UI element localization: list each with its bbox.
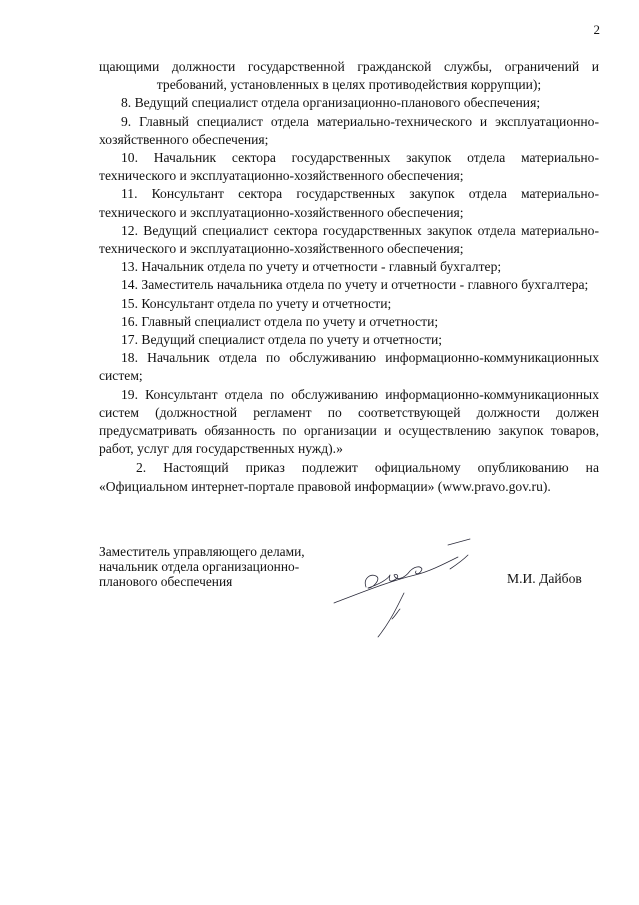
list-item-13: 13. Начальник отдела по учету и отчетности - главный бухгалтер; bbox=[121, 259, 502, 275]
list-item-9: 9. Главный специалист отдела материально-технического и эксплуатационно-хозяйственного обеспечения; bbox=[99, 113, 599, 147]
list-item-12: 12. Ведущий специалист сектора государственных закупок отдела материально-технического и эксплуатационно-хозяйственного обеспечения; bbox=[99, 222, 599, 257]
clause-2-publication: 2. Настоящий приказ подлежит официальному опубликованию на «Официальном интернет-портале правовой информации» (www.pravo.gov.ru). bbox=[99, 460, 599, 494]
signatory-title bbox=[99, 544, 331, 589]
signature-stroke bbox=[334, 557, 458, 603]
signatory-title-line: планового обеспечения bbox=[99, 574, 233, 589]
document-body bbox=[99, 58, 599, 496]
list-item-8: 8. Ведущий специалист отдела организационно-планового обеспечения; bbox=[121, 95, 541, 111]
signatory-title-line: Заместитель управляющего делами, bbox=[99, 544, 305, 559]
list-item-10: 10. Начальник сектора государственных закупок отдела материально-технического и эксплуатационно-хозяйственного обеспечения; bbox=[99, 150, 599, 184]
list-item-11: 11. Консультант сектора государственных закупок отдела материально-технического и эксплуатационно-хозяйственного обеспечения; bbox=[99, 186, 599, 220]
list-item-17: 17. Ведущий специалист отдела по учету и отчетности; bbox=[121, 332, 443, 348]
signature-stroke bbox=[450, 555, 468, 569]
signature-stroke bbox=[365, 567, 422, 588]
list-item-16: 16. Главный специалист отдела по учету и отчетности; bbox=[121, 313, 439, 329]
signature-stroke bbox=[378, 593, 404, 637]
list-item-18: 18. Начальник отдела по обслуживанию информационно-коммуникационных систем; bbox=[99, 350, 599, 384]
signatory-name: М.И. Дайбов bbox=[507, 571, 582, 586]
paragraph-continuation: щающими должности государственной гражданской службы, ограничений и требований, установленных в целях противодействия коррупции); bbox=[99, 59, 599, 93]
signatory-title-line: начальник отдела организационно- bbox=[99, 559, 300, 574]
list-item-19: 19. Консультант отдела по обслуживанию информационно-коммуникационных систем (должностной регламент по соответствующей должности должен предусматривать обязанность по организации и осуществлению закупок товаров, работ, услуг для государственных нужд).» bbox=[99, 386, 599, 457]
list-item-15: 15. Консультант отдела по учету и отчетности; bbox=[121, 295, 392, 311]
signature-stroke bbox=[448, 539, 470, 545]
handwritten-signature bbox=[330, 535, 480, 645]
list-item-14: 14. Заместитель начальника отдела по учету и отчетности - главного бухгалтера; bbox=[121, 277, 589, 293]
page-number: 2 bbox=[593, 22, 600, 37]
